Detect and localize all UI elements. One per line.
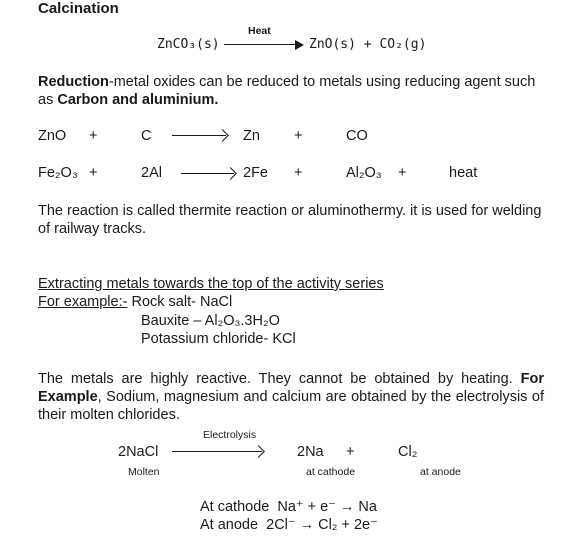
page-heading: Calcination [38, 0, 119, 17]
calcination-arrow [224, 40, 304, 50]
zno-plus-1: + [89, 128, 98, 144]
cathode-note: at cathode [306, 466, 356, 478]
thermite-arrow [181, 169, 236, 179]
cl2-product: Cl₂ [398, 444, 418, 460]
fe-product: 2Fe [243, 165, 268, 181]
al2o3-product: Al₂O₃ [346, 165, 382, 181]
molten-note: Molten [128, 466, 160, 478]
anode-note: at anode [420, 466, 461, 478]
reduction-paragraph: Reduction-metal oxides can be reduced to metals using reducing agent such as Carbon and aluminium. [38, 74, 536, 108]
electrolysis-arrow [172, 447, 264, 457]
fe2o3-plus-3: + [398, 165, 407, 181]
example-line: For example:- Rock salt- NaCl [38, 294, 233, 310]
zno-arrow [172, 131, 228, 141]
carbon-reactant: C [141, 128, 152, 144]
heat-product: heat [449, 165, 478, 181]
reactive-metals-paragraph: The metals are highly reactive. They cannot be obtained by heating. For Example, Sodium, magnesium and calcium are obtained by the electrolysis of their molten chlorides. [38, 371, 544, 423]
electrolysis-label: Electrolysis [203, 429, 257, 441]
nacl-reactant: 2NaCl [118, 444, 159, 460]
cathode-reaction: At cathode Na⁺ + e⁻ → Na [200, 499, 377, 515]
potassium-chloride-line: Potassium chloride- KCl [141, 331, 296, 347]
co-product: CO [346, 128, 368, 144]
fe2o3-plus-2: + [294, 165, 303, 181]
electrolysis-plus: + [346, 444, 355, 460]
zno-plus-2: + [294, 128, 303, 144]
zno-reactant: ZnO [38, 128, 67, 144]
thermite-paragraph: The reaction is called thermite reaction or aluminothermy. it is used for welding of railway tracks. [38, 203, 542, 237]
fe2o3-reactant: Fe₂O₃ [38, 165, 78, 181]
bauxite-line: Bauxite – Al₂O₃.3H₂O [141, 313, 280, 329]
heat-label: Heat [248, 25, 271, 37]
al-reactant: 2Al [141, 165, 162, 181]
calcination-reactant: ZnCO₃(s) [157, 37, 220, 52]
zn-product: Zn [243, 128, 260, 144]
na-product: 2Na [297, 444, 324, 460]
anode-reaction: At anode 2Cl⁻ → Cl₂ + 2e⁻ [200, 517, 378, 533]
calcination-products: ZnO(s) + CO₂(g) [309, 37, 427, 52]
fe2o3-plus-1: + [89, 165, 98, 181]
extracting-heading: Extracting metals towards the top of the activity series [38, 276, 384, 292]
